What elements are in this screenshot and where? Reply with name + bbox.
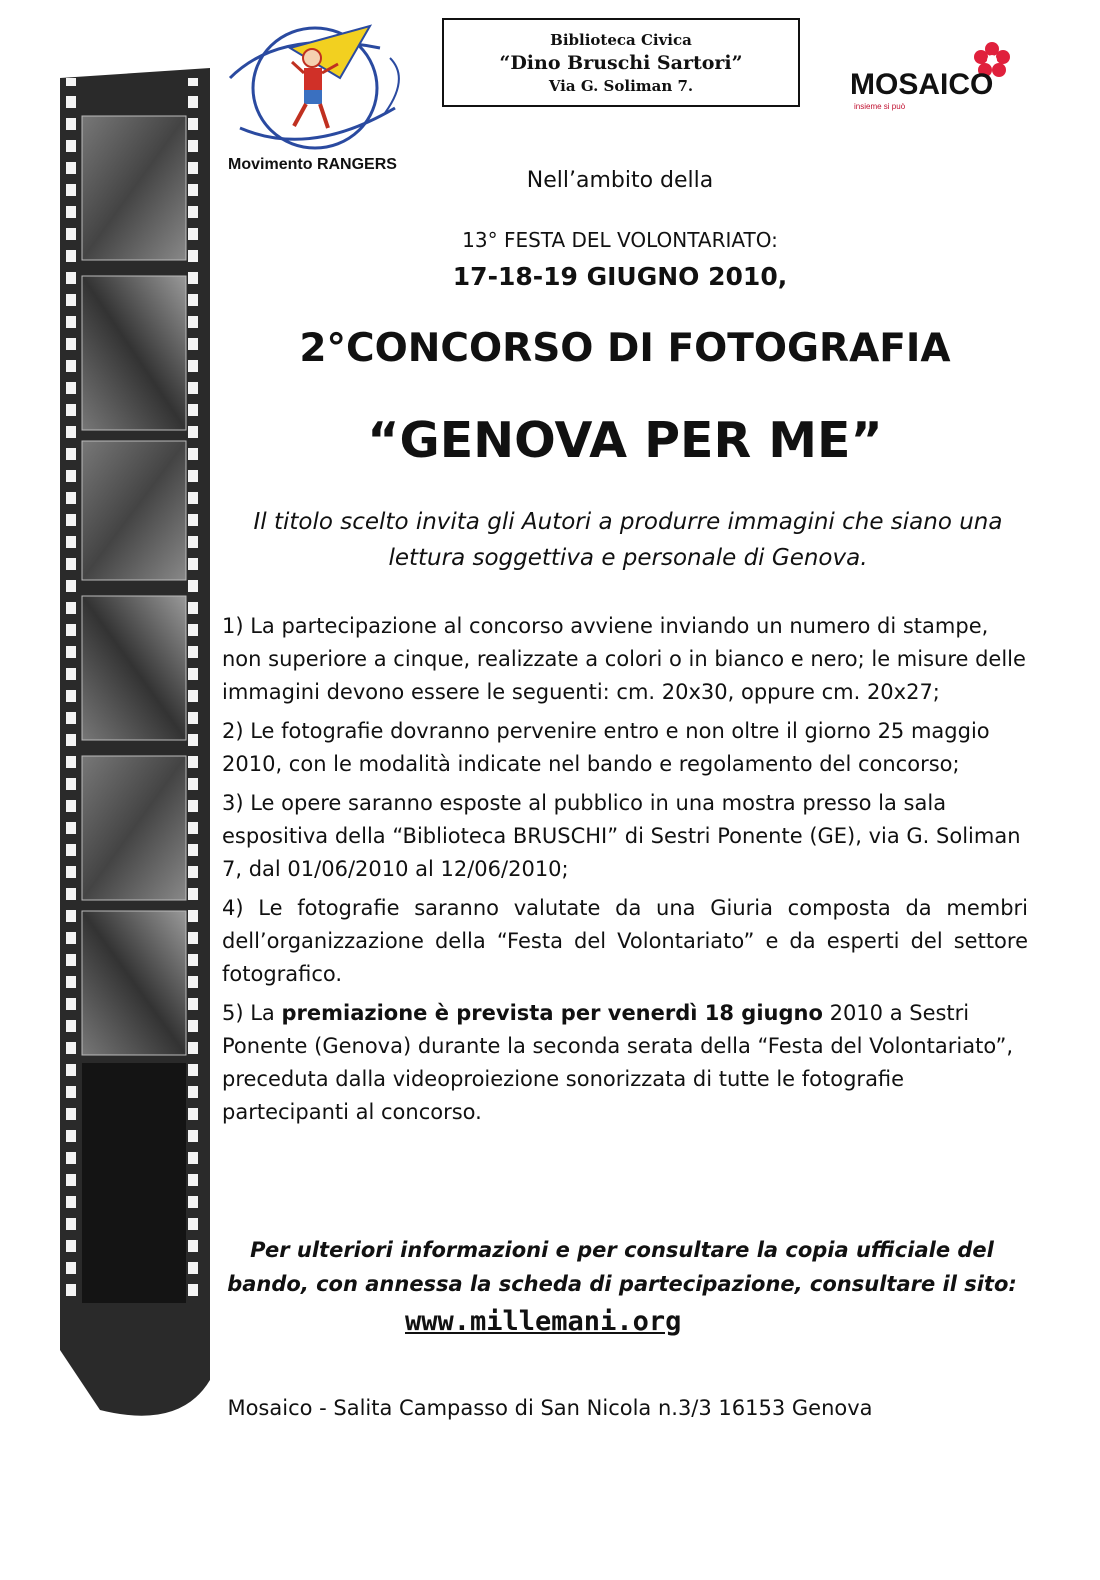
film-strip-image bbox=[60, 68, 210, 1580]
rule-5 bbox=[222, 997, 1028, 1129]
contest-title: 2°CONCORSO DI FOTOGRAFIA bbox=[299, 326, 951, 371]
library-street-line: Via G. Soliman 7. bbox=[548, 77, 694, 95]
rule-5-prefix: 5) La bbox=[222, 1001, 282, 1025]
library-name-line: Biblioteca Civica bbox=[550, 31, 692, 49]
mosaico-wordmark: MOSAICO bbox=[850, 68, 994, 101]
rule-5-highlight: premiazione è prevista per venerdì 18 giugno bbox=[281, 1001, 823, 1025]
festa-title: 13° FESTA DEL VOLONTARIATO: bbox=[462, 228, 778, 252]
mosaico-tagline: insieme si può bbox=[854, 102, 906, 111]
library-dedication-line: “Dino Bruschi Sartori” bbox=[499, 52, 743, 74]
rule-4: 4) Le fotografie saranno valutate da una Giuria composta da membri dell’organizzazione della “Festa del Volontariato” e da esperti del settore fotografico. bbox=[222, 896, 1028, 986]
rule-5-suffix: 2010 a Sestri Ponente (Genova) durante la seconda serata della “Festa del Volontariato”, preceduta dalla videoproiezione sonorizzata di tutte le fotografie partecipanti al concorso. bbox=[222, 1001, 1014, 1124]
library-address-box bbox=[442, 18, 800, 107]
mosaico-logo bbox=[850, 40, 1040, 110]
info-text: Per ulteriori informazioni e per consultare la copia ufficiale del bando, con annessa la scheda di partecipazione, consultare il sito: bbox=[227, 1238, 1017, 1296]
rules-list bbox=[222, 610, 1028, 1135]
rule-2: 2) Le fotografie dovranno pervenire entro e non oltre il giorno 25 maggio 2010, con le modalità indicate nel bando e regolamento del concorso; bbox=[222, 719, 990, 776]
intro-text: Nell’ambito della bbox=[526, 168, 714, 193]
website-link[interactable]: www.millemani.org bbox=[405, 1306, 682, 1337]
contest-theme: “GENOVA PER ME” bbox=[367, 412, 883, 469]
rangers-logo bbox=[205, 18, 420, 178]
rule-1: 1) La partecipazione al concorso avviene inviando un numero di stampe, non superiore a cinque, realizzate a colori o in bianco e nero; le misure delle immagini devono essere le seguenti: cm. 20x30, oppure cm. 20x27; bbox=[222, 614, 1026, 704]
rangers-label: Movimento RANGERS bbox=[228, 156, 397, 173]
rule-3: 3) Le opere saranno esposte al pubblico in una mostra presso la sala espositiva della “Biblioteca BRUSCHI” di Sestri Ponente (GE), via G. Soliman 7, dal 01/06/2010 al 12/06/2010; bbox=[222, 791, 1021, 881]
rangers-globe-icon bbox=[220, 18, 410, 153]
address-text: Mosaico - Salita Campasso di San Nicola n.3/3 16153 Genova bbox=[227, 1396, 873, 1420]
festa-dates: 17-18-19 GIUGNO 2010, bbox=[452, 262, 788, 291]
contest-description: Il titolo scelto invita gli Autori a produrre immagini che siano una lettura soggettiva e personale di Genova. bbox=[253, 509, 1003, 571]
